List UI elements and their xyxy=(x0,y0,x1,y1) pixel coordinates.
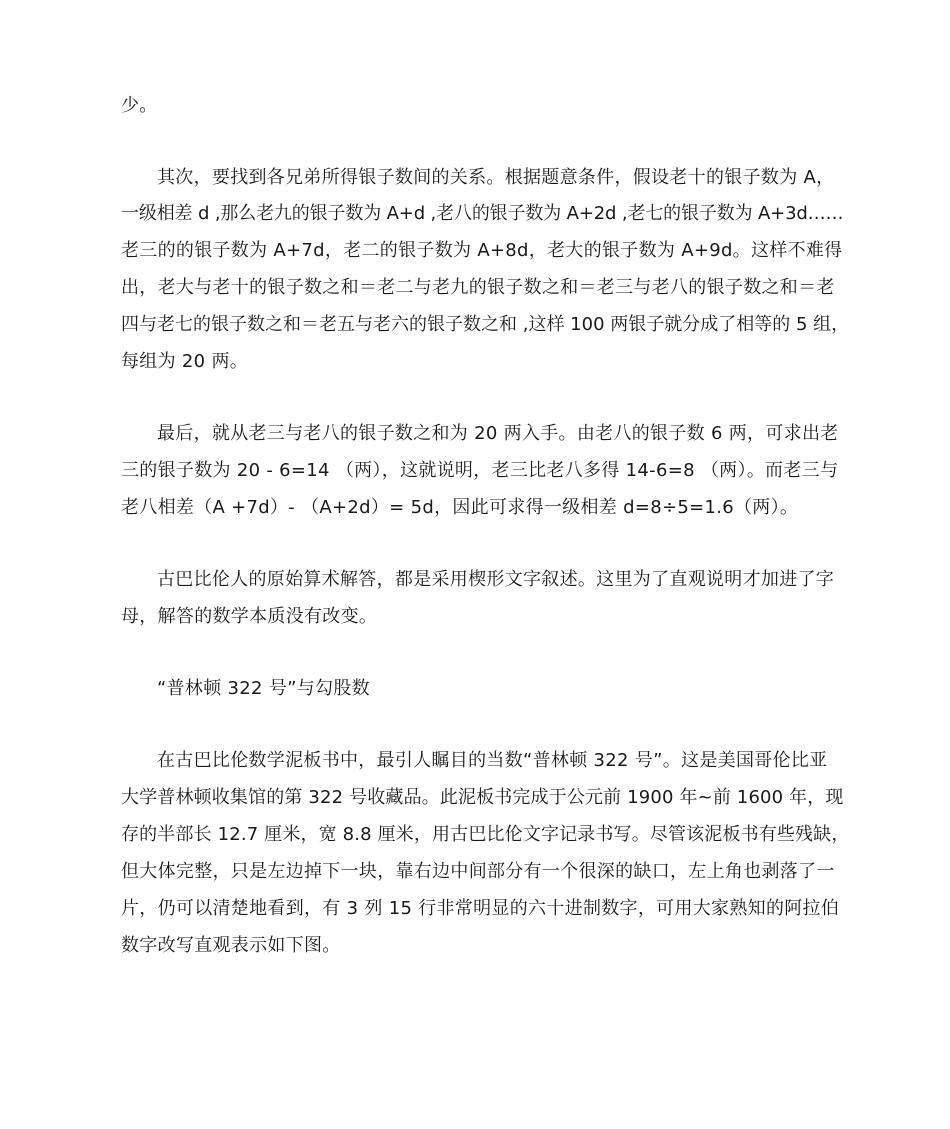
section-heading: “普林顿 322 号”与勾股数 xyxy=(157,678,370,699)
paragraph-line: 每组为 20 两。 xyxy=(121,351,249,372)
paragraph-line: 其次，要找到各兄弟所得银子数间的关系。根据题意条件，假设老十的银子数为 A， xyxy=(157,167,835,188)
paragraph-line: 大学普林顿收集馆的第 322 号收藏品。此泥板书完成于公元前 1900 年~前 1600 年，现 xyxy=(121,787,844,808)
paragraph-line: 古巴比伦人的原始算术解答，都是采用楔形文字叙述。这里为了直观说明才加进了字 xyxy=(157,569,835,590)
paragraph-line: 在古巴比伦数学泥板书中，最引人瞩目的当数“普林顿 322 号”。这是美国哥伦比亚 xyxy=(157,750,828,771)
paragraph-line: 母，解答的数学本质没有改变。 xyxy=(121,606,378,627)
paragraph-line: 片，仍可以清楚地看到，有 3 列 15 行非常明显的六十进制数字，可用大家熟知的阿拉伯 xyxy=(121,898,840,919)
paragraph-line: 存的半部长 12.7 厘米，宽 8.8 厘米，用古巴比伦文字记录书写。尽管该泥板书有些残缺， xyxy=(121,824,850,845)
paragraph-line: 三的银子数为 20 - 6=14 （两），这就说明，老三比老八多得 14-6=8 （两）。而老三与 xyxy=(121,460,839,481)
paragraph-line: 少。 xyxy=(121,95,158,116)
paragraph-line: 老三的的银子数为 A+7d，老二的银子数为 A+8d，老大的银子数为 A+9d。这样不难得 xyxy=(121,240,843,261)
paragraph-line: 但大体完整，只是左边掉下一块，靠右边中间部分有一个很深的缺口，左上角也剥落了一 xyxy=(121,861,835,882)
paragraph-line: 老八相差（A +7d）- （A+2d）= 5d，因此可求得一级相差 d=8÷5=1.6（两）。 xyxy=(121,497,799,518)
paragraph-line: 四与老七的银子数之和＝老五与老六的银子数之和 ,这样 100 两银子就分成了相等的 5 组， xyxy=(121,314,850,335)
paragraph-line: 一级相差 d ,那么老九的银子数为 A+d ,老八的银子数为 A+2d ,老七的银子数为 A+3d…… xyxy=(121,203,844,224)
paragraph-line: 出，老大与老十的银子数之和＝老二与老九的银子数之和＝老三与老八的银子数之和＝老 xyxy=(121,277,835,298)
paragraph-line: 数字改写直观表示如下图。 xyxy=(121,935,341,956)
paragraph-line: 最后，就从老三与老八的银子数之和为 20 两入手。由老八的银子数 6 两，可求出老 xyxy=(157,423,839,444)
